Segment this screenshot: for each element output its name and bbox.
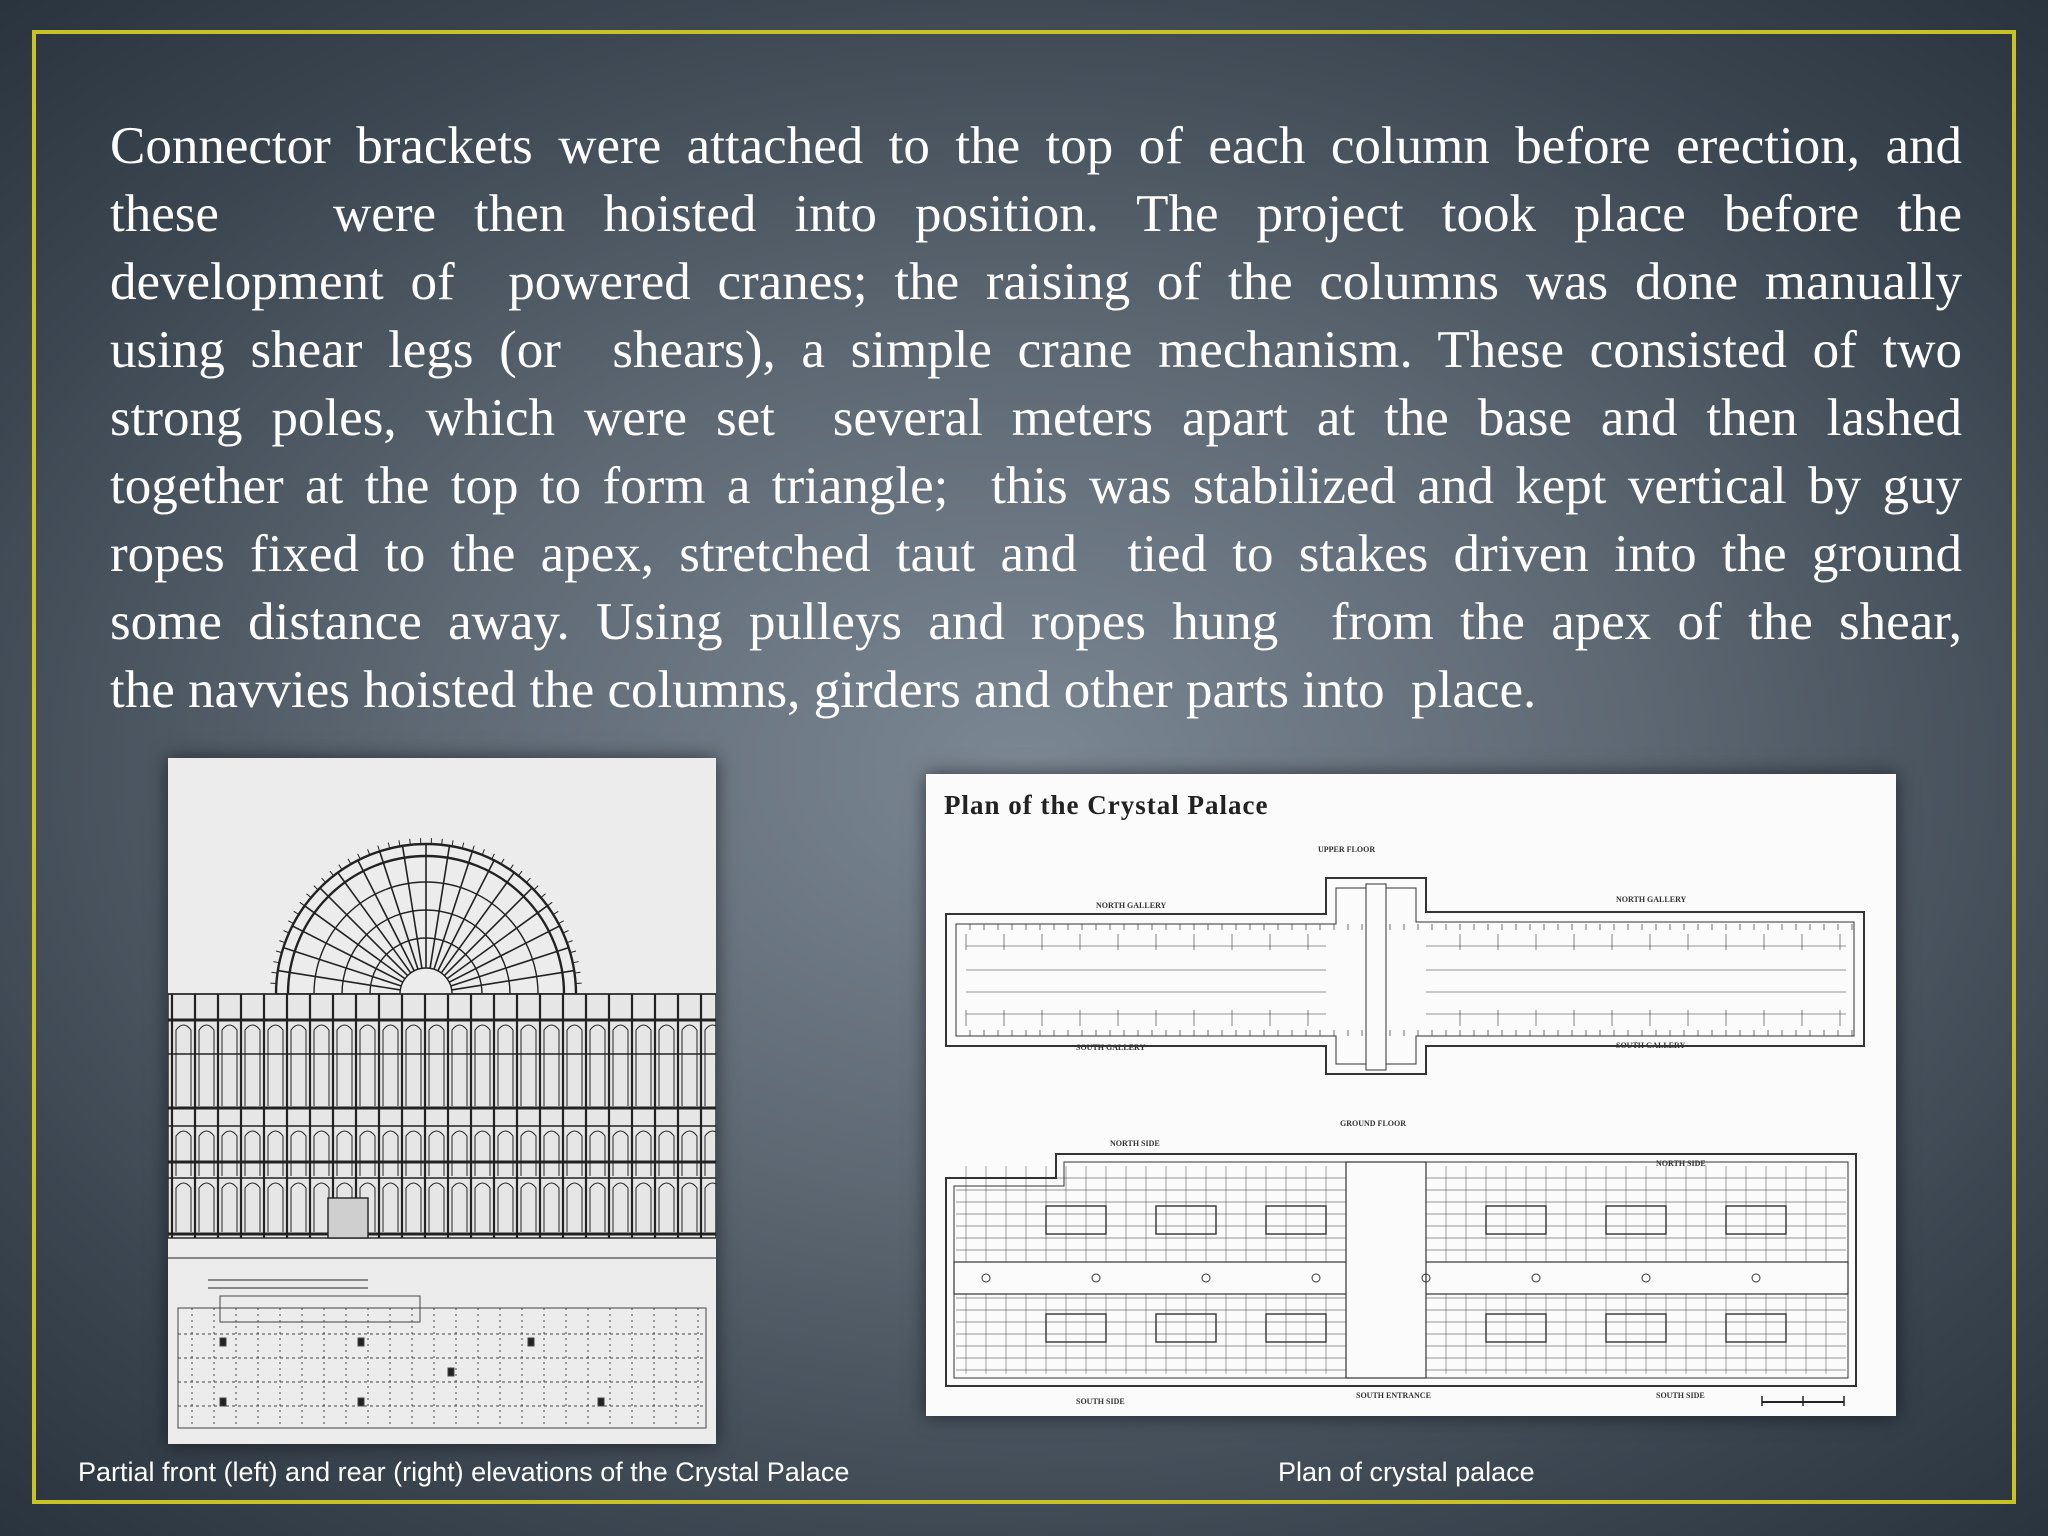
plan-title: Plan of the Crystal Palace xyxy=(944,790,1269,820)
body-paragraph xyxy=(110,112,1962,724)
right-figure-caption: Plan of crystal palace xyxy=(1278,1457,1535,1487)
body-line: ropes fixed to the apex, stretched taut and tied to stakes driven into the ground xyxy=(110,525,1962,583)
body-line: Connector brackets were attached to the top of each column before erection, and xyxy=(110,117,1962,175)
body-line: using shear legs (or shears), a simple crane mechanism. These consisted of two xyxy=(110,321,1962,379)
north-side-label-right: NORTH SIDE xyxy=(1656,1159,1706,1168)
body-line: strong poles, which were set several meters apart at the base and then lashed xyxy=(110,389,1962,447)
body-line: together at the top to form a triangle; this was stabilized and kept vertical by guy xyxy=(110,457,1962,515)
south-gallery-label-right: SOUTH GALLERY xyxy=(1616,1041,1686,1050)
body-line: development of powered cranes; the raising of the columns was done manually xyxy=(110,253,1962,311)
body-line: these were then hoisted into position. The project took place before the xyxy=(110,185,1962,243)
north-gallery-label-right: NORTH GALLERY xyxy=(1616,895,1687,904)
south-entrance-label: SOUTH ENTRANCE xyxy=(1356,1391,1431,1400)
body-line: some distance away. Using pulleys and ropes hung from the apex of the shear, xyxy=(110,593,1962,651)
left-figure-caption: Partial front (left) and rear (right) elevations of the Crystal Palace xyxy=(78,1457,850,1487)
upper-floor-label: UPPER FLOOR xyxy=(1318,845,1376,854)
south-side-label-left: SOUTH SIDE xyxy=(1076,1397,1125,1406)
north-side-label-left: NORTH SIDE xyxy=(1110,1139,1160,1148)
elevation-drawing xyxy=(168,758,716,1444)
ground-floor-label: GROUND FLOOR xyxy=(1340,1119,1406,1128)
south-side-label-right: SOUTH SIDE xyxy=(1656,1391,1705,1400)
north-gallery-label-left: NORTH GALLERY xyxy=(1096,901,1167,910)
body-line: the navvies hoisted the columns, girders and other parts into place. xyxy=(110,661,1537,719)
south-gallery-label-left: SOUTH GALLERY xyxy=(1076,1043,1146,1052)
crystal-palace-plan-image xyxy=(926,774,1896,1416)
plan-drawing xyxy=(926,774,1896,1416)
elevation-drawing-image xyxy=(168,758,716,1444)
